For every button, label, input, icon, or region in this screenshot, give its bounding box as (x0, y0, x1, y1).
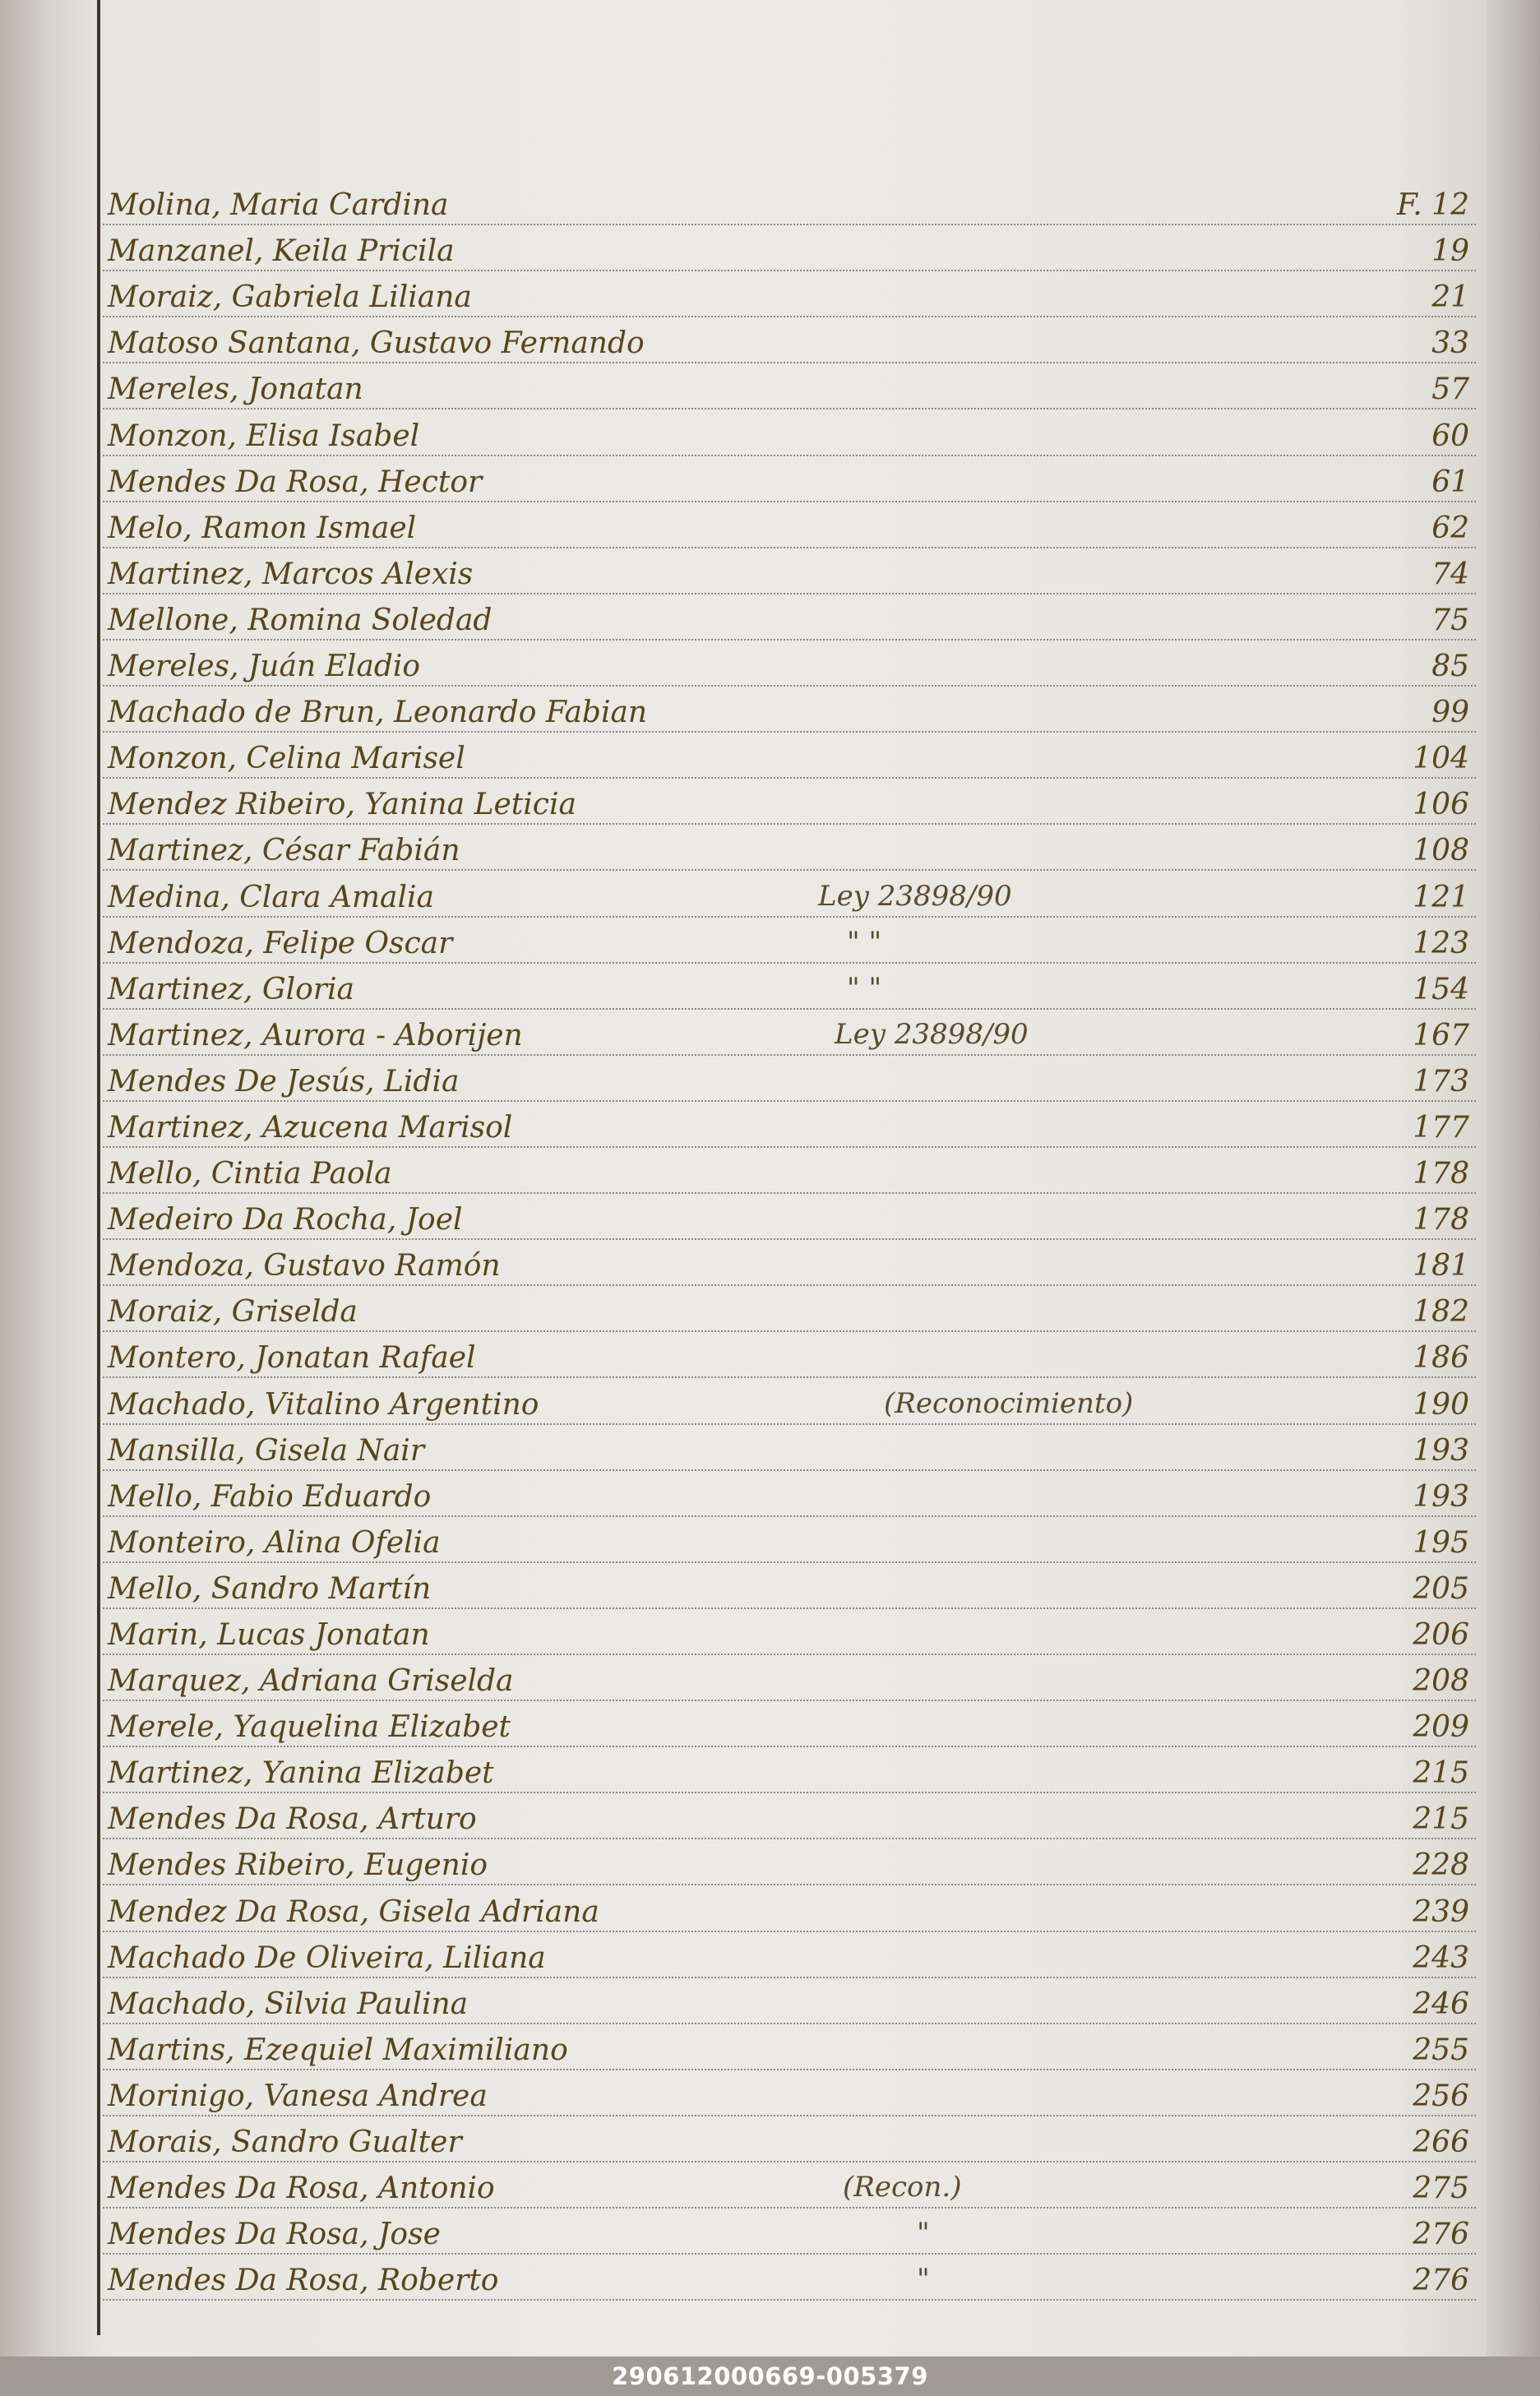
entry-folio: 186 (1413, 1341, 1469, 1376)
entry-folio: 57 (1431, 372, 1469, 407)
entry-name: Medeiro Da Rocha, Joel (108, 1203, 463, 1237)
entry-name: Mendoza, Gustavo Ramón (108, 1249, 501, 1284)
entry-name: Mendes Da Rosa, Arturo (108, 1802, 477, 1837)
entry-folio: 123 (1413, 926, 1469, 960)
entry-name: Mendes De Jesús, Lidia (108, 1064, 460, 1099)
list-item (103, 1932, 1476, 1978)
list-item (103, 1563, 1476, 1609)
entry-name: Mendez Da Rosa, Gisela Adriana (108, 1894, 599, 1929)
entry-folio: 255 (1413, 2033, 1469, 2067)
entry-name: Machado, Silvia Paulina (108, 1987, 469, 2021)
entry-folio: 60 (1431, 419, 1469, 453)
list-item (103, 2209, 1476, 2255)
entry-note: " (917, 2263, 930, 2297)
list-item (103, 918, 1476, 964)
entry-note: (Reconocimiento) (884, 1386, 1134, 1420)
entry-folio: 276 (1413, 2264, 1469, 2298)
entry-folio: 21 (1431, 280, 1469, 315)
entry-folio: 266 (1413, 2125, 1469, 2160)
entry-folio: 228 (1413, 1848, 1469, 1883)
entry-name: Martinez, César Fabián (108, 834, 460, 868)
list-item (103, 548, 1476, 594)
entry-name: Morais, Sandro Gualter (108, 2125, 462, 2160)
list-item (103, 2255, 1476, 2301)
entry-folio: 106 (1413, 788, 1469, 822)
entry-name: Moraiz, Griselda (108, 1295, 358, 1330)
entry-folio: 205 (1413, 1571, 1469, 1606)
entry-name: Machado de Brun, Leonardo Fabian (108, 696, 648, 730)
list-item (103, 1056, 1476, 1102)
entry-name: Marquez, Adriana Griselda (108, 1664, 514, 1699)
list-item (103, 1978, 1476, 2024)
entry-folio: 173 (1413, 1064, 1469, 1099)
list-item (103, 779, 1476, 825)
page-edge (1487, 0, 1540, 2357)
list-item (103, 2024, 1476, 2070)
entry-name: Mendes Ribeiro, Eugenio (108, 1848, 488, 1883)
entry-folio: 75 (1431, 603, 1469, 637)
entry-name: Monteiro, Alina Ofelia (108, 1525, 441, 1560)
entry-folio: 62 (1431, 511, 1469, 545)
entry-folio: 276 (1413, 2218, 1469, 2252)
list-item (103, 1332, 1476, 1378)
entry-folio: 178 (1413, 1157, 1469, 1191)
entry-note: " " (847, 971, 882, 1005)
entry-name: Machado, Vitalino Argentino (108, 1387, 539, 1422)
entry-folio: 243 (1413, 1940, 1469, 1975)
entry-folio: 154 (1413, 972, 1469, 1006)
entry-name: Mansilla, Gisela Nair (108, 1433, 425, 1468)
entry-folio: 99 (1431, 696, 1469, 730)
entry-folio: 177 (1413, 1110, 1469, 1145)
entry-name: Mendes Da Rosa, Antonio (108, 2172, 495, 2206)
list-item (103, 456, 1476, 502)
entry-folio: 193 (1413, 1433, 1469, 1468)
list-item (103, 733, 1476, 779)
entry-folio: F. 12 (1396, 188, 1469, 223)
list-item (103, 1425, 1476, 1471)
list-item (103, 1701, 1476, 1747)
entry-folio: 33 (1431, 326, 1469, 361)
entry-folio: 181 (1413, 1249, 1469, 1284)
list-item (103, 1010, 1476, 1056)
list-item (103, 409, 1476, 456)
entry-folio: 206 (1413, 1618, 1469, 1652)
list-item (103, 1793, 1476, 1839)
list-item (103, 1148, 1476, 1194)
list-item (103, 2070, 1476, 2116)
entry-name: Merele, Yaquelina Elizabet (108, 1710, 511, 1745)
list-item (103, 825, 1476, 871)
list-item (103, 317, 1476, 363)
list-item (103, 1194, 1476, 1240)
entry-name: Martins, Ezequiel Maximiliano (108, 2033, 568, 2067)
entry-name: Martinez, Yanina Elizabet (108, 1756, 494, 1791)
list-item (103, 964, 1476, 1010)
entry-name: Melo, Ramon Ismael (108, 511, 417, 545)
list-item (103, 641, 1476, 687)
entry-folio: 178 (1413, 1203, 1469, 1237)
entry-folio: 275 (1413, 2172, 1469, 2206)
entry-name: Martinez, Marcos Alexis (108, 557, 474, 591)
list-item (103, 1885, 1476, 1931)
entry-name: Martinez, Gloria (108, 972, 354, 1006)
document-id-footer: 290612000669-005379 (0, 2357, 1540, 2396)
list-item (103, 271, 1476, 317)
entry-name: Mendes Da Rosa, Hector (108, 465, 483, 499)
entry-name: Martinez, Azucena Marisol (108, 1110, 513, 1145)
entry-folio: 19 (1431, 234, 1469, 269)
entry-name: Monzon, Elisa Isabel (108, 419, 420, 453)
entry-note: " " (847, 925, 882, 959)
entry-note: Ley 23898/90 (835, 1017, 1029, 1051)
list-item (103, 363, 1476, 409)
entry-folio: 193 (1413, 1479, 1469, 1514)
list-item (103, 594, 1476, 641)
entry-name: Monzon, Celina Marisel (108, 742, 465, 776)
entry-name: Machado De Oliveira, Liliana (108, 1940, 546, 1975)
entry-name: Molina, Maria Cardina (108, 188, 449, 223)
entry-folio: 215 (1413, 1802, 1469, 1837)
list-item (103, 1517, 1476, 1563)
entry-name: Morinigo, Vanesa Andrea (108, 2079, 488, 2113)
entry-folio: 209 (1413, 1710, 1469, 1745)
margin-line (97, 0, 100, 2335)
list-item (103, 1286, 1476, 1332)
entry-note: Ley 23898/90 (818, 879, 1012, 913)
entry-name: Mereles, Juán Eladio (108, 650, 421, 684)
entry-name: Moraiz, Gabriela Liliana (108, 280, 472, 315)
entry-name: Medina, Clara Amalia (108, 880, 434, 914)
entry-folio: 190 (1413, 1387, 1469, 1422)
entry-note: (Recon.) (843, 2171, 962, 2204)
list-item (103, 1655, 1476, 1701)
entry-name: Matoso Santana, Gustavo Fernando (108, 326, 645, 361)
entry-name: Mendez Ribeiro, Yanina Leticia (108, 788, 576, 822)
entry-folio: 195 (1413, 1525, 1469, 1560)
list-item (103, 1747, 1476, 1793)
entry-name: Manzanel, Keila Pricila (108, 234, 455, 269)
list-item (103, 1609, 1476, 1655)
list-item (103, 179, 1476, 225)
list-item (103, 1471, 1476, 1517)
entry-folio: 246 (1413, 1987, 1469, 2021)
entry-folio: 239 (1413, 1894, 1469, 1929)
entry-name: Mendoza, Felipe Oscar (108, 926, 453, 960)
list-item (103, 502, 1476, 548)
list-item (103, 225, 1476, 271)
entry-name: Marin, Lucas Jonatan (108, 1618, 430, 1652)
list-item (103, 687, 1476, 733)
entry-name: Mello, Sandro Martín (108, 1571, 432, 1606)
entry-name: Montero, Jonatan Rafael (108, 1341, 476, 1376)
entry-list (103, 179, 1476, 2301)
entry-folio: 108 (1413, 834, 1469, 868)
entry-name: Martinez, Aurora - Aborijen (108, 1018, 523, 1052)
entry-folio: 208 (1413, 1664, 1469, 1699)
list-item (103, 1102, 1476, 1148)
entry-note: " (917, 2217, 930, 2250)
list-item (103, 1240, 1476, 1286)
list-item (103, 1378, 1476, 1424)
entry-name: Mello, Cintia Paola (108, 1157, 392, 1191)
entry-folio: 182 (1413, 1295, 1469, 1330)
entry-name: Mendes Da Rosa, Roberto (108, 2264, 499, 2298)
entry-name: Mellone, Romina Soledad (108, 603, 493, 637)
entry-folio: 104 (1413, 742, 1469, 776)
list-item (103, 871, 1476, 917)
entry-name: Mereles, Jonatan (108, 372, 363, 407)
entry-folio: 215 (1413, 1756, 1469, 1791)
list-item (103, 2116, 1476, 2162)
list-item (103, 1839, 1476, 1885)
entry-folio: 61 (1431, 465, 1469, 499)
entry-folio: 256 (1413, 2079, 1469, 2113)
list-item (103, 2162, 1476, 2209)
entry-folio: 121 (1413, 880, 1469, 914)
entry-folio: 167 (1413, 1018, 1469, 1052)
entry-name: Mello, Fabio Eduardo (108, 1479, 432, 1514)
entry-folio: 74 (1431, 557, 1469, 591)
entry-name: Mendes Da Rosa, Jose (108, 2218, 441, 2252)
entry-folio: 85 (1431, 650, 1469, 684)
